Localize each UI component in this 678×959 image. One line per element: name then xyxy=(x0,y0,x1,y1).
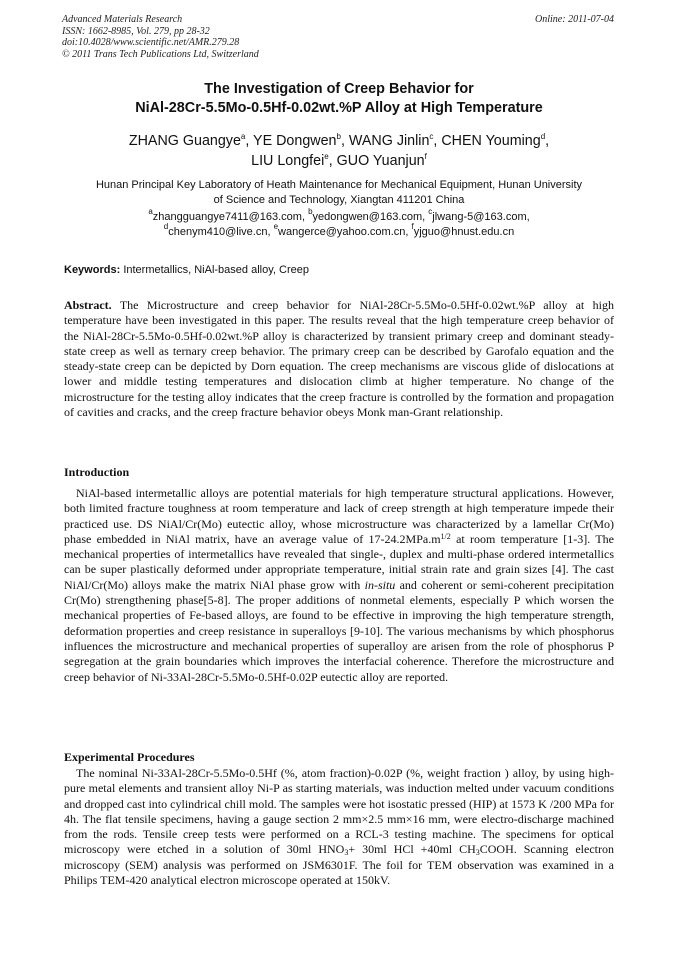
email-link[interactable]: yjguo@hnust.edu.cn xyxy=(413,225,515,238)
experimental-heading: Experimental Procedures xyxy=(64,750,195,764)
author-name: WANG Jinlin xyxy=(348,133,430,149)
abstract-label: Abstract. xyxy=(64,298,112,312)
author-name: LIU Longfei xyxy=(251,153,325,169)
keywords-label: Keywords: xyxy=(64,264,121,276)
author-mark: c xyxy=(429,132,434,141)
email-list: $^a$zhangguangye7411@163.com, $^b$yedongwen@163.com, $^c$jlwang-5@163.com, $^d$chenym410@live.cn, $^e$wangerce@yahoo.com.cn, $^f$yjguo@hnust.edu.cn xyxy=(148,207,530,238)
introduction-paragraph: NiAl-based intermetallic alloys are potential materials for high temperature structural applications. However, both limited fracture toughness at room temperature and lack of creep strength at high temperature impede their practiced use. DS NiAl/Cr(Mo) eutectic alloy, whose microstructure was characterized by a lamellar Cr(Mo) phase embedded in NiAl matrix, have an average value of $17-24.2MPa.m^{1/2}$ at room temperature [1-3]. The mechanical properties of intermetallics have revealed that single-, duplex and multi-phase ordered intermetallics can be super plastically deformed under appropriate temperature, initial strain rate and grain sizes [4]. The cast NiAl/Cr(Mo) alloys make the matrix NiAl phase grow with in-situ and coherent or semi-coherent precipitation Cr(Mo) strengthening phase[5-8]. The proper additions of nonmetal elements, especially P which worsen the mechanical properties of Fe-based alloys, are found to be effective in improving the high temperature strength, deformation properties and creep resistance in superalloys [9-10]. The various mechanisms by which phosphorus influences the microstructure and mechanical properties of superalloy are arisen from the role of phosphorus P segregation at the grain boundaries which improves the interfacial coherence. Therefore the microstructure and creep behavior of Ni-33Al-28Cr-5.5Mo-0.5Hf-0.02P eutectic alloy are reported. xyxy=(64,486,614,684)
journal-doi: doi:10.4028/www.scientific.net/AMR.279.28 xyxy=(62,37,240,49)
keywords xyxy=(64,263,309,277)
paper-title xyxy=(40,80,638,118)
abstract xyxy=(64,298,614,420)
experimental-paragraph: The nominal Ni-33Al-28Cr-5.5Mo-0.5Hf (%, atom fraction)-0.02P (%, weight fraction ) alloy, by using high-pure metal elements and transient alloy Ni-P as starting materials, was induction melted under vacuum conditions and dropped cast into cylindrical chill mold. The samples were hot isostatic pressed (HIP) at 1573 K /200 MPa for 4h. The flat tensile specimens, having a gauge section 2 mm×2.5 mm×16 mm, were electro-discharge machined from the rods. Tensile creep tests were performed on a RCL-3 testing machine. The specimens for optical microscopy were etched in a solution of 30ml $HNO_3+ 30ml$ HCl +40ml $CH_3COOH$. Scanning electron microscopy (SEM) analysis was performed on JSM6301F. The foil for TEM observation was examined in a Philips TEM-420 analytical electron microscope operated at 150kV. xyxy=(64,766,615,888)
title-line-1: The Investigation of Creep Behavior for xyxy=(204,81,474,97)
email-link[interactable]: wangerce@yahoo.com.cn xyxy=(278,225,406,238)
author-mark: b xyxy=(336,132,341,141)
author-list: ZHANG Guangye$^a$, YE Dongwen$^b$, WANG Jinlin$^c$, CHEN Youming$^d$, LIU Longfei$^e$, GUO Yuanjun$^f$ xyxy=(128,132,550,169)
journal-copyright: © 2011 Trans Tech Publications Ltd, Switzerland xyxy=(62,48,259,60)
journal-issn: ISSN: 1662-8985, Vol. 279, pp 28-32 xyxy=(62,25,210,37)
email-link[interactable]: jlwang-5@163.com xyxy=(432,211,527,223)
email-link[interactable]: zhangguangye7411@163.com xyxy=(152,211,302,223)
affiliation-line-1: Hunan Principal Key Laboratory of Heath Maintenance for Mechanical Equipment, Hunan University xyxy=(95,179,583,191)
author-name: ZHANG Guangye xyxy=(128,133,241,149)
author-name: YE Dongwen xyxy=(253,133,337,149)
title-line-2: NiAl-28Cr-5.5Mo-0.5Hf-0.02wt.%P Alloy at High Temperature xyxy=(135,100,543,116)
email-link[interactable]: chenym410@live.cn xyxy=(168,225,268,238)
online-date: Online: 2011-07-04 xyxy=(535,14,614,25)
keywords-text: Intermetallics, NiAl-based alloy, Creep xyxy=(123,264,309,276)
author-name: GUO Yuanjun xyxy=(336,153,425,169)
author-mark: e xyxy=(324,152,329,161)
author-mark: f xyxy=(424,152,427,161)
introduction-heading: Introduction xyxy=(64,465,130,479)
affiliation xyxy=(40,178,638,207)
author-name: CHEN Youming xyxy=(441,133,541,149)
affiliation-line-2: of Science and Technology, Xiangtan 411201 China xyxy=(213,193,465,206)
journal-name: Advanced Materials Research xyxy=(62,14,183,25)
abstract-text: The Microstructure and creep behavior for NiAl-28Cr-5.5Mo-0.5Hf-0.02wt.%P alloy at high temperature have been investigated in this paper. The results reveal that the high temperature creep behavior of the NiAl-28Cr-5.5Mo-0.5Hf-0.02wt.%P alloy is characterized by transient primary creep and dominant steady-state creep as well as ternary creep behavior. The primary creep can be described by Garofalo equation and the steady-state creep can be depicted by Dorn equation. The creep mechanisms are viscous glide of dislocations at lower and middle testing temperatures and dislocation climb at higher temperature. No change of the microstructure for the testing alloy indicates that the creep fracture is controlled by the formation and propagation of cavities and cracks, and the creep fracture behavior obeys Monk man-Grant relationship. xyxy=(64,298,614,420)
author-mark: d xyxy=(540,132,546,141)
author-mark: a xyxy=(240,132,246,141)
journal-header xyxy=(62,14,259,60)
email-link[interactable]: yedongwen@163.com xyxy=(312,211,423,223)
